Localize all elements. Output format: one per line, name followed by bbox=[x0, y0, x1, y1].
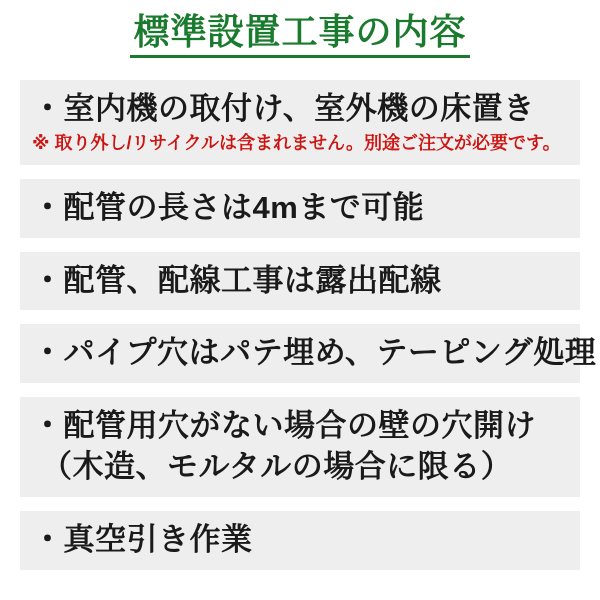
list-item-wall-hole-drilling bbox=[20, 397, 580, 497]
list-item-vacuum-work bbox=[20, 511, 580, 570]
list-item-text: ・配管用穴がない場合の壁の穴開け bbox=[32, 408, 536, 444]
list-item-exposed-wiring bbox=[20, 252, 580, 311]
list-item-text-continued: （木造、モルタルの場合に限る） bbox=[41, 449, 513, 485]
list-item-indoor-outdoor-unit bbox=[20, 80, 580, 164]
page-title: 標準設置工事の内容 bbox=[130, 12, 469, 58]
installation-items-list bbox=[20, 80, 597, 570]
title-container bbox=[20, 12, 580, 58]
list-item-piping-length bbox=[20, 179, 580, 238]
list-item-text: ・真空引き作業 bbox=[32, 522, 253, 558]
exclusion-note: ※ 取り外し/リサイクルは含まれません。別途ご注文が必要です。 bbox=[32, 133, 561, 154]
list-item-text: ・配管の長さは4mまで可能 bbox=[32, 189, 425, 225]
list-item-text: ・配管、配線工事は露出配線 bbox=[32, 262, 442, 298]
list-item-pipe-hole-sealing bbox=[20, 324, 597, 383]
list-item-text: ・室内機の取付け、室外機の床置き bbox=[32, 91, 535, 127]
list-item-text: ・パイプ穴はパテ埋め、テーピング処理 bbox=[32, 335, 597, 371]
